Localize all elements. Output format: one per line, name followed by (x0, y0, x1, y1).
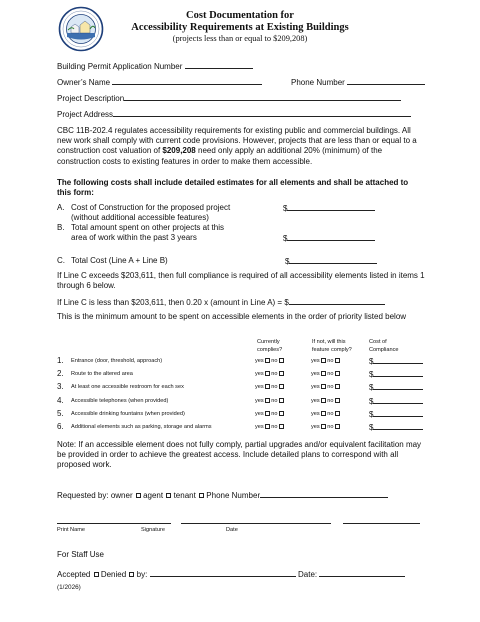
revision-date: (1/2026) (57, 584, 81, 591)
cost-item-b-line2: area of work within the past 3 years (71, 233, 197, 242)
feature-checkboxes[interactable]: yes no (311, 411, 340, 418)
date-line[interactable] (343, 523, 420, 524)
row-number: 4. (57, 396, 64, 405)
table-row (57, 409, 427, 421)
minimum-amount-input[interactable] (289, 297, 385, 305)
row-number: 6. (57, 422, 64, 431)
title-line-2: Accessibility Requirements at Existing Buildings (131, 22, 349, 33)
complies-checkboxes[interactable]: yes no (255, 371, 284, 378)
cost-item-b-line1: Total amount spent on other projects at this (71, 223, 224, 232)
owner-checkbox[interactable] (136, 493, 141, 498)
compliance-cost-field[interactable]: $ (369, 409, 423, 420)
complies-checkboxes[interactable]: yes no (255, 424, 284, 431)
table-row (57, 396, 427, 408)
table-row (57, 369, 427, 381)
intro-paragraph: CBC 11B-202.4 regulates accessibility requirements for existing public and commercial buildings. All new work shall comply with current code provisions. However, projects that are less than or equal to a construction cost valuation of $209,208 need only apply an additional 20% (minimum) of the construction costs to existing features in order to make them accessible. (57, 126, 417, 166)
no-checkbox[interactable] (335, 358, 340, 363)
yes-checkbox[interactable] (265, 371, 270, 376)
cost-a-amount-input[interactable] (287, 203, 375, 211)
no-checkbox[interactable] (335, 411, 340, 416)
phone-number-input[interactable] (347, 77, 425, 85)
compliance-cost-field[interactable]: $ (369, 382, 423, 393)
by-label: by: (136, 570, 148, 579)
no-checkbox[interactable] (279, 371, 284, 376)
project-address-field[interactable] (57, 109, 411, 120)
complies-checkboxes[interactable]: yes no (255, 384, 284, 391)
cost-item-a-line1: Cost of Construction for the proposed project (71, 203, 231, 212)
staff-use-heading: For Staff Use (57, 550, 104, 559)
rule-exceeds: If Line C exceeds $203,611, then full compliance is required of all accessibility elements listed in items 1 through 6 below. (57, 271, 425, 291)
col-header-complies: Currently complies? (257, 339, 283, 353)
note-paragraph: Note: If an accessible element does not fully comply, partial upgrades and/or equivalent facilitation may be provided in order to achieve the greatest access. Include detailed plans to correspond with all proposed work. (57, 440, 422, 470)
no-checkbox[interactable] (279, 358, 284, 363)
complies-checkboxes[interactable]: yes no (255, 358, 284, 365)
cost-item-c-letter: C. (57, 256, 65, 265)
compliance-cost-field[interactable]: $ (369, 369, 423, 380)
title-line-1: Cost Documentation for (186, 10, 294, 21)
yes-checkbox[interactable] (265, 358, 270, 363)
project-description-input[interactable] (124, 93, 401, 101)
yes-checkbox[interactable] (321, 358, 326, 363)
owner-name-input[interactable] (112, 77, 262, 85)
complies-checkboxes[interactable]: yes no (255, 411, 284, 418)
denied-label: Denied (100, 570, 127, 579)
estimates-heading: The following costs shall include detailed estimates for all elements and shall be attached to this form: (57, 178, 409, 198)
cost-b-amount-field[interactable]: $ (283, 233, 375, 244)
row-label: Accessible drinking fountains (when provided) (71, 411, 185, 417)
feature-checkboxes[interactable]: yes no (311, 371, 340, 378)
staff-by-input[interactable] (150, 569, 296, 577)
row-number: 3. (57, 382, 64, 391)
compliance-cost-input[interactable] (373, 356, 423, 364)
no-checkbox[interactable] (335, 398, 340, 403)
yes-checkbox[interactable] (321, 398, 326, 403)
threshold-amount: $209,208 (162, 146, 196, 156)
compliance-cost-field[interactable]: $ (369, 356, 423, 367)
compliance-cost-field[interactable]: $ (369, 422, 423, 433)
requested-by-label: Requested by: owner (57, 491, 133, 500)
cost-item-c-line1: Total Cost (Line A + Line B) (71, 256, 168, 265)
feature-checkboxes[interactable]: yes no (311, 358, 340, 365)
rule-minimum: This is the minimum amount to be spent on accessible elements in the order of priority listed below (57, 312, 407, 321)
project-address-input[interactable] (113, 109, 411, 117)
compliance-cost-input[interactable] (373, 369, 423, 377)
feature-checkboxes[interactable]: yes no (311, 398, 340, 405)
complies-checkboxes[interactable]: yes no (255, 398, 284, 405)
address-label: Project Address (57, 110, 114, 119)
accepted-checkbox[interactable] (94, 572, 99, 577)
compliance-cost-field[interactable]: $ (369, 396, 423, 407)
yes-checkbox[interactable] (265, 398, 270, 403)
compliance-cost-input[interactable] (373, 422, 423, 430)
yes-checkbox[interactable] (265, 411, 270, 416)
staff-date-field (298, 569, 405, 580)
accepted-label: Accepted (57, 570, 91, 579)
yes-checkbox[interactable] (265, 384, 270, 389)
signature-caption: Signature (141, 527, 165, 533)
permit-number-input[interactable] (185, 61, 253, 69)
owner-label: Owner’s Name (57, 78, 111, 87)
compliance-cost-input[interactable] (373, 409, 423, 417)
requested-by-row (57, 490, 388, 501)
staff-date-input[interactable] (319, 569, 405, 577)
compliance-cost-input[interactable] (373, 396, 423, 404)
feature-checkboxes[interactable]: yes no (311, 384, 340, 391)
phone-label: Phone Number (291, 78, 345, 87)
row-number: 5. (57, 409, 64, 418)
cost-b-amount-input[interactable] (287, 233, 375, 241)
cost-c-amount-input[interactable] (289, 256, 377, 264)
col-header-cost: Cost of Compliance (369, 339, 399, 353)
feature-checkboxes[interactable]: yes no (311, 424, 340, 431)
yes-checkbox[interactable] (321, 411, 326, 416)
yes-checkbox[interactable] (265, 424, 270, 429)
no-checkbox[interactable] (279, 384, 284, 389)
yes-checkbox[interactable] (321, 371, 326, 376)
cost-a-amount-field[interactable]: $ (283, 203, 375, 214)
agent-checkbox[interactable] (166, 493, 171, 498)
row-label: At least one accessible restroom for each sex (71, 384, 184, 390)
description-label: Project Description (57, 94, 125, 103)
yes-checkbox[interactable] (321, 424, 326, 429)
denied-checkbox[interactable] (129, 572, 134, 577)
col-header-feature: If not, will this feature comply? (312, 339, 352, 353)
print-name-line[interactable] (57, 523, 171, 524)
no-checkbox[interactable] (279, 398, 284, 403)
table-row (57, 356, 427, 368)
table-row (57, 422, 427, 434)
row-number: 1. (57, 356, 64, 365)
owner-name-field[interactable] (57, 77, 262, 88)
cost-item-a-line2: (without additional accessible features) (71, 213, 209, 222)
no-checkbox[interactable] (335, 371, 340, 376)
table-row (57, 382, 427, 394)
project-description-field[interactable] (57, 93, 401, 104)
cost-item-b-letter: B. (57, 223, 65, 232)
permit-number-field[interactable] (57, 61, 253, 72)
no-checkbox[interactable] (335, 424, 340, 429)
print-name-caption: Print Name (57, 527, 85, 533)
phone-number-field[interactable] (291, 77, 425, 88)
row-label: Accessible telephones (when provided) (71, 398, 169, 404)
tenant-label: tenant (173, 491, 196, 500)
agent-label: agent (143, 491, 164, 500)
row-label: Additional elements such as parking, storage and alarms (71, 424, 212, 430)
staff-decision-row (57, 569, 296, 580)
tenant-checkbox[interactable] (199, 493, 204, 498)
row-number: 2. (57, 369, 64, 378)
staff-date-label: Date: (298, 570, 318, 579)
row-label: Route to the altered area (71, 371, 133, 377)
no-checkbox[interactable] (279, 411, 284, 416)
no-checkbox[interactable] (279, 424, 284, 429)
rule-less-than: If Line C is less than $203,611, then 0.20 x (amount in Line A) = $ (57, 297, 385, 308)
cost-c-amount-field[interactable]: $ (285, 256, 377, 267)
permit-label: Building Permit Application Number (57, 62, 183, 71)
requested-phone-label: Phone Number (206, 491, 261, 500)
row-label: Entrance (door, threshold, approach) (71, 358, 163, 364)
no-checkbox[interactable] (335, 384, 340, 389)
compliance-cost-input[interactable] (373, 382, 423, 390)
date-caption: Date (226, 527, 238, 533)
yes-checkbox[interactable] (321, 384, 326, 389)
subtitle: (projects less than or equal to $209,208) (172, 34, 308, 43)
requested-phone-input[interactable] (260, 490, 388, 498)
cost-item-a-letter: A. (57, 203, 65, 212)
signature-line[interactable] (181, 523, 331, 524)
